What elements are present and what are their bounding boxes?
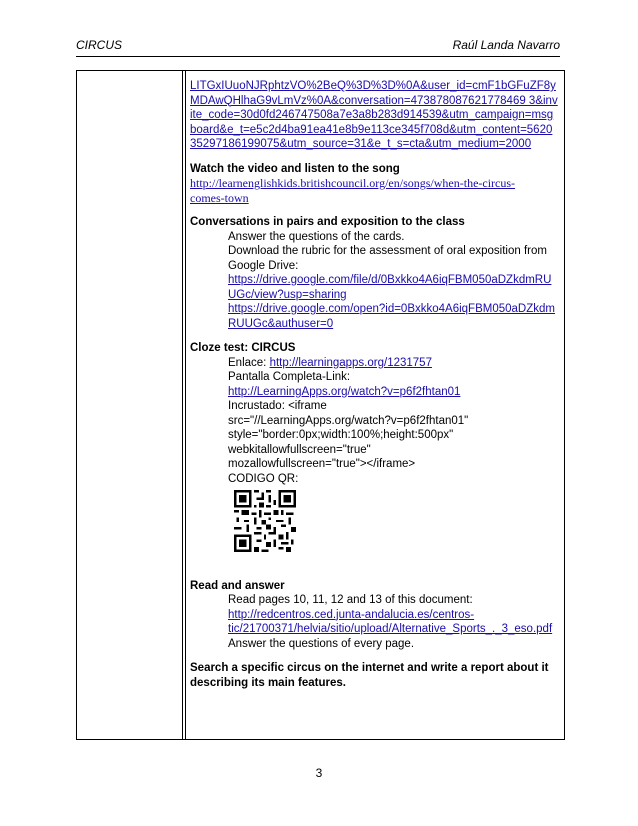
pantalla-link[interactable]: http://LearningApps.org/watch?v=p6f2fhtan01 (228, 385, 461, 398)
header-rule (76, 56, 560, 57)
conversations-text: Answer the questions of the cards. (228, 230, 405, 243)
conversations-text: Download the rubric for the assessment of oral exposition from (228, 245, 547, 257)
read-text: Read pages 10, 11, 12 and 13 of this document: (228, 594, 473, 606)
enlace-label: Enlace: (228, 356, 270, 369)
header-title: CIRCUS (76, 38, 123, 52)
drive-link-2[interactable]: https://drive.google.com/open?id=0Bxkko4A6iqFBM050aDZkdm (228, 303, 555, 315)
incrustado-line: mozallowfullscreen="true"></iframe> (228, 458, 416, 470)
content-cell (190, 79, 560, 690)
document-link[interactable]: tic/21700371/helvia/sitio/upload/Alternative_Sports_._3_eso.pdf (228, 623, 553, 635)
section-title-read: Read and answer (190, 579, 285, 592)
drive-link-2[interactable]: RUUGc&authuser=0 (228, 317, 334, 330)
incrustado-line: webkitallowfullscreen="true" (228, 443, 371, 456)
read-text: Answer the questions of every page. (228, 637, 415, 650)
top-url-line[interactable]: MDAwQHlhaG9vLmVz%0A&conversation=473878087621778469 3&inv (190, 94, 558, 107)
top-url-line[interactable]: ite_code=30d0fd246747508a7e3a8b283d914539&utm_campaign=msg (190, 109, 554, 121)
column-divider-inner (185, 71, 186, 739)
incrustado-line: src="//LearningApps.org/watch?v=p6f2fhtan01" (228, 414, 469, 427)
section-title-conversations: Conversations in pairs and exposition to the class (190, 216, 465, 228)
drive-link-1[interactable]: https://drive.google.com/file/d/0Bxkko4A6iqFBM050aDZkdmRU (228, 274, 552, 286)
column-divider (182, 71, 183, 739)
enlace-link[interactable]: http://learningapps.org/1231757 (269, 356, 432, 369)
incrustado-line: style="border:0px;width:100%;height:500px" (228, 429, 454, 441)
drive-link-1[interactable]: UGc/view?usp=sharing (228, 288, 347, 301)
section-title-video: Watch the video and listen to the song (190, 162, 400, 175)
section-title-search: Search a specific circus on the internet and write a report about it (190, 662, 549, 674)
conversations-text: Google Drive: (228, 259, 299, 272)
enlace-row (190, 356, 560, 371)
video-link-line[interactable]: comes-town (190, 190, 249, 205)
pantalla-label: Pantalla Completa-Link: (228, 371, 351, 383)
video-link-line[interactable]: http://learnenglishkids.britishcouncil.org/en/songs/when-the-circus- (190, 176, 516, 190)
top-url-line[interactable]: 35297186199075&utm_source=31&e_t_s=cta&utm_medium=2000 (190, 138, 532, 150)
section-title-cloze: Cloze test: CIRCUS (190, 342, 296, 354)
section-title-search-cont: describing its main features. (190, 676, 346, 689)
page-number: 3 (315, 766, 323, 780)
top-url[interactable] (190, 79, 560, 152)
content-table (76, 70, 565, 740)
top-url-line[interactable]: board&e_t=e5c2d4ba91ea41e8b9e113ce345f708d&utm_content=5620 (190, 123, 553, 136)
header-author: Raúl Landa Navarro (452, 38, 560, 52)
qr-label: CODIGO QR: (228, 472, 299, 485)
incrustado-line: Incrustado: <iframe (228, 400, 327, 412)
qr-code-image (234, 490, 296, 552)
document-link[interactable]: http://redcentros.ced.junta-andalucia.es/centros- (228, 608, 475, 621)
top-url-line[interactable]: LITGxIUuoNJRphtzVO%2BeQ%3D%3D%0A&user_id=cmF1bGFuZF8y (190, 80, 556, 92)
